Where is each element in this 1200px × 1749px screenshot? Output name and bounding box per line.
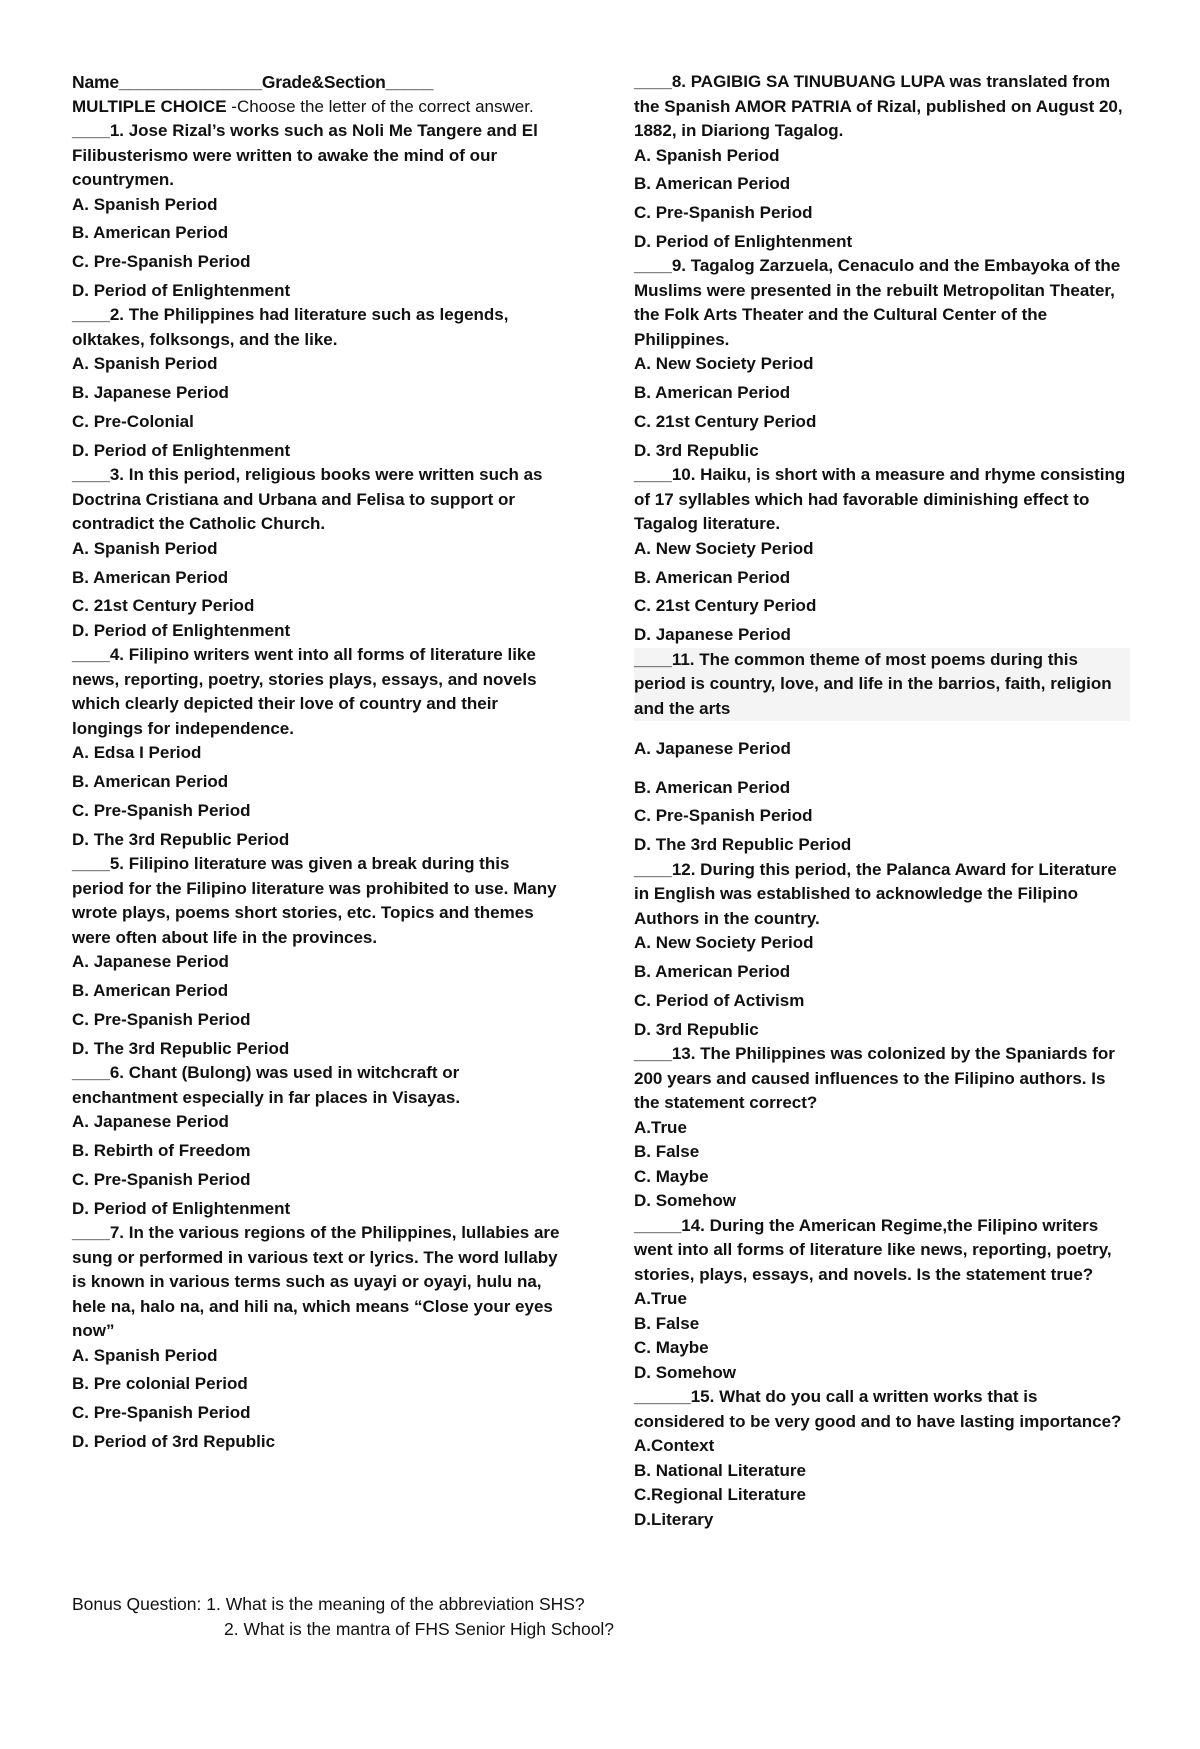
option-d: D. 3rd Republic: [634, 1019, 759, 1039]
question-text: ____3. In this period, religious books were written such as Doctrina Cristiana and Urbana and Felisa to support or contradict the Catholic Church.: [72, 465, 543, 534]
option-d: D.Literary: [634, 1509, 714, 1529]
option-c: C. 21st Century Period: [72, 596, 255, 616]
option-d: D. Period of Enlightenment: [72, 440, 291, 460]
question-text: ______15. What do you call a written works that is considered to be very good and to have lasting importance?: [634, 1387, 1122, 1431]
option-c: C. Period of Activism: [634, 990, 805, 1010]
option-b: B. American Period: [634, 567, 791, 587]
option-a: A.True: [634, 1117, 687, 1137]
option-d: D. The 3rd Republic Period: [72, 1038, 290, 1058]
option-d: D. Somehow: [634, 1362, 737, 1382]
option-c: C. 21st Century Period: [634, 411, 817, 431]
option-d: D. The 3rd Republic Period: [72, 829, 290, 849]
option-a: A. Spanish Period: [72, 538, 218, 558]
question-text: ____11. The common theme of most poems during this period is country, love, and life in the barrios, faith, religion and the arts: [634, 648, 1130, 722]
option-c: C. Pre-Spanish Period: [72, 1403, 251, 1423]
option-b: B. American Period: [634, 174, 791, 194]
option-a: A. Spanish Period: [72, 1345, 218, 1365]
question-5: [72, 852, 562, 1061]
option-a: A. New Society Period: [634, 354, 814, 374]
question-9: [634, 254, 1130, 463]
option-c: C. Pre-Spanish Period: [72, 252, 251, 272]
question-13: [634, 1042, 1130, 1214]
option-b: B. Rebirth of Freedom: [72, 1140, 251, 1160]
bonus-questions: [72, 1592, 614, 1642]
option-d: D. Japanese Period: [634, 625, 791, 645]
option-c: C.Regional Literature: [634, 1485, 806, 1505]
bonus-question-2: 2. What is the mantra of FHS Senior High School?: [224, 1619, 615, 1639]
option-d: D. Period of Enlightenment: [72, 280, 291, 300]
question-11: [634, 648, 1130, 858]
question-text: ____9. Tagalog Zarzuela, Cenaculo and the Embayoka of the Muslims were presented in the rebuilt Metropolitan Theater, the Folk Arts Theater and the Cultural Center of the Philippines.: [634, 256, 1121, 349]
question-6: [72, 1061, 562, 1221]
option-b: B. American Period: [72, 567, 229, 587]
option-b: B. American Period: [634, 383, 791, 403]
option-c: C. 21st Century Period: [634, 596, 817, 616]
left-column: [72, 70, 562, 1454]
option-c: C. Pre-Colonial: [72, 411, 194, 431]
question-10: [634, 463, 1130, 647]
option-a: A. Edsa I Period: [72, 743, 202, 763]
question-text: ____1. Jose Rizal’s works such as Noli Me Tangere and El Filibusterismo were written to awake the mind of our countrymen.: [72, 121, 538, 189]
option-c: C. Maybe: [634, 1338, 709, 1358]
question-text: ____10. Haiku, is short with a measure and rhyme consisting of 17 syllables which had favorable diminishing effect to Tagalog literature.: [634, 465, 1126, 534]
question-15: [634, 1385, 1130, 1532]
question-text: ____2. The Philippines had literature such as legends, olktakes, folksongs, and the like.: [72, 305, 509, 349]
option-a: A. Japanese Period: [72, 1112, 229, 1132]
option-c: C. Pre-Spanish Period: [634, 203, 813, 223]
option-a: A. Japanese Period: [72, 952, 229, 972]
option-c: C. Pre-Spanish Period: [72, 800, 251, 820]
question-text: ____5. Filipino literature was given a break during this period for the Filipino literature was prohibited to use. Many wrote plays, poems short stories, etc. Topics and themes were often about life in the provinces.: [72, 854, 557, 947]
bonus-question-1: Bonus Question: 1. What is the meaning of the abbreviation SHS?: [72, 1594, 585, 1614]
question-text: ____6. Chant (Bulong) was used in witchcraft or enchantment especially in far places in Visayas.: [72, 1063, 461, 1107]
option-a: A. Spanish Period: [72, 354, 218, 374]
question-4: [72, 643, 562, 852]
question-2: [72, 303, 562, 463]
question-12: [634, 858, 1130, 1042]
option-d: D. The 3rd Republic Period: [634, 835, 852, 855]
question-text: ____4. Filipino writers went into all forms of literature like news, reporting, poetry, stories plays, essays, and novels which clearly depicted their love of country and their longings for independence.: [72, 645, 537, 738]
option-a: A. New Society Period: [634, 933, 814, 953]
option-a: A.True: [634, 1289, 687, 1309]
name-grade-section-line: Name_______________Grade&Section_____: [72, 72, 434, 92]
option-b: B. American Period: [72, 223, 229, 243]
question-1: [72, 119, 562, 303]
option-a: A. Spanish Period: [72, 194, 218, 214]
option-d: D. Period of Enlightenment: [72, 1198, 291, 1218]
option-d: D. Period of Enlightenment: [72, 620, 291, 640]
question-8: [634, 70, 1130, 254]
question-3: [72, 463, 562, 643]
option-b: B. Pre colonial Period: [72, 1374, 248, 1394]
option-b: B. American Period: [634, 777, 791, 797]
right-column: [634, 70, 1130, 1532]
question-14: [634, 1214, 1130, 1386]
option-d: D. Somehow: [634, 1191, 737, 1211]
option-b: B. National Literature: [634, 1460, 806, 1480]
option-c: C. Pre-Spanish Period: [72, 1009, 251, 1029]
option-a: A. Japanese Period: [634, 739, 791, 759]
question-text: ____12. During this period, the Palanca Award for Literature in English was established to acknowledge the Filipino Authors in the country.: [634, 859, 1117, 928]
option-d: D. 3rd Republic: [634, 440, 759, 460]
option-d: D. Period of 3rd Republic: [72, 1431, 276, 1451]
question-text: ____13. The Philippines was colonized by the Spaniards for 200 years and caused influences to the Filipino authors. Is the statement correct?: [634, 1044, 1115, 1113]
question-text: ____8. PAGIBIG SA TINUBUANG LUPA was translated from the Spanish AMOR PATRIA of Rizal, published on August 20, 1882, in Diariong Tagalog.: [634, 72, 1123, 140]
option-c: C. Pre-Spanish Period: [634, 806, 813, 826]
option-b: B. American Period: [72, 981, 229, 1001]
option-a: A.Context: [634, 1436, 715, 1456]
option-b: B. Japanese Period: [72, 383, 229, 403]
instruction-text: -Choose the letter of the correct answer.: [226, 96, 534, 116]
option-a: A. New Society Period: [634, 538, 814, 558]
option-b: B. American Period: [634, 962, 791, 982]
question-text: _____14. During the American Regime,the Filipino writers went into all forms of literature like news, reporting, poetry, stories, plays, essays, and novels. Is the statement true?: [634, 1215, 1112, 1284]
option-d: D. Period of Enlightenment: [634, 231, 853, 251]
question-7: [72, 1221, 562, 1454]
option-c: C. Maybe: [634, 1166, 709, 1186]
option-b: B. American Period: [72, 772, 229, 792]
option-b: B. False: [634, 1142, 700, 1162]
option-c: C. Pre-Spanish Period: [72, 1169, 251, 1189]
question-text: ____7. In the various regions of the Philippines, lullabies are sung or performed in various text or lyrics. The word lullaby is known in various terms such as uyayi or oyayi, hulu na, hele na, halo na, and hili na, which means “Close your eyes now”: [72, 1223, 560, 1341]
instructions: [72, 95, 562, 120]
option-b: B. False: [634, 1313, 700, 1333]
instruction-title: MULTIPLE CHOICE: [72, 96, 227, 116]
option-a: A. Spanish Period: [634, 145, 780, 165]
